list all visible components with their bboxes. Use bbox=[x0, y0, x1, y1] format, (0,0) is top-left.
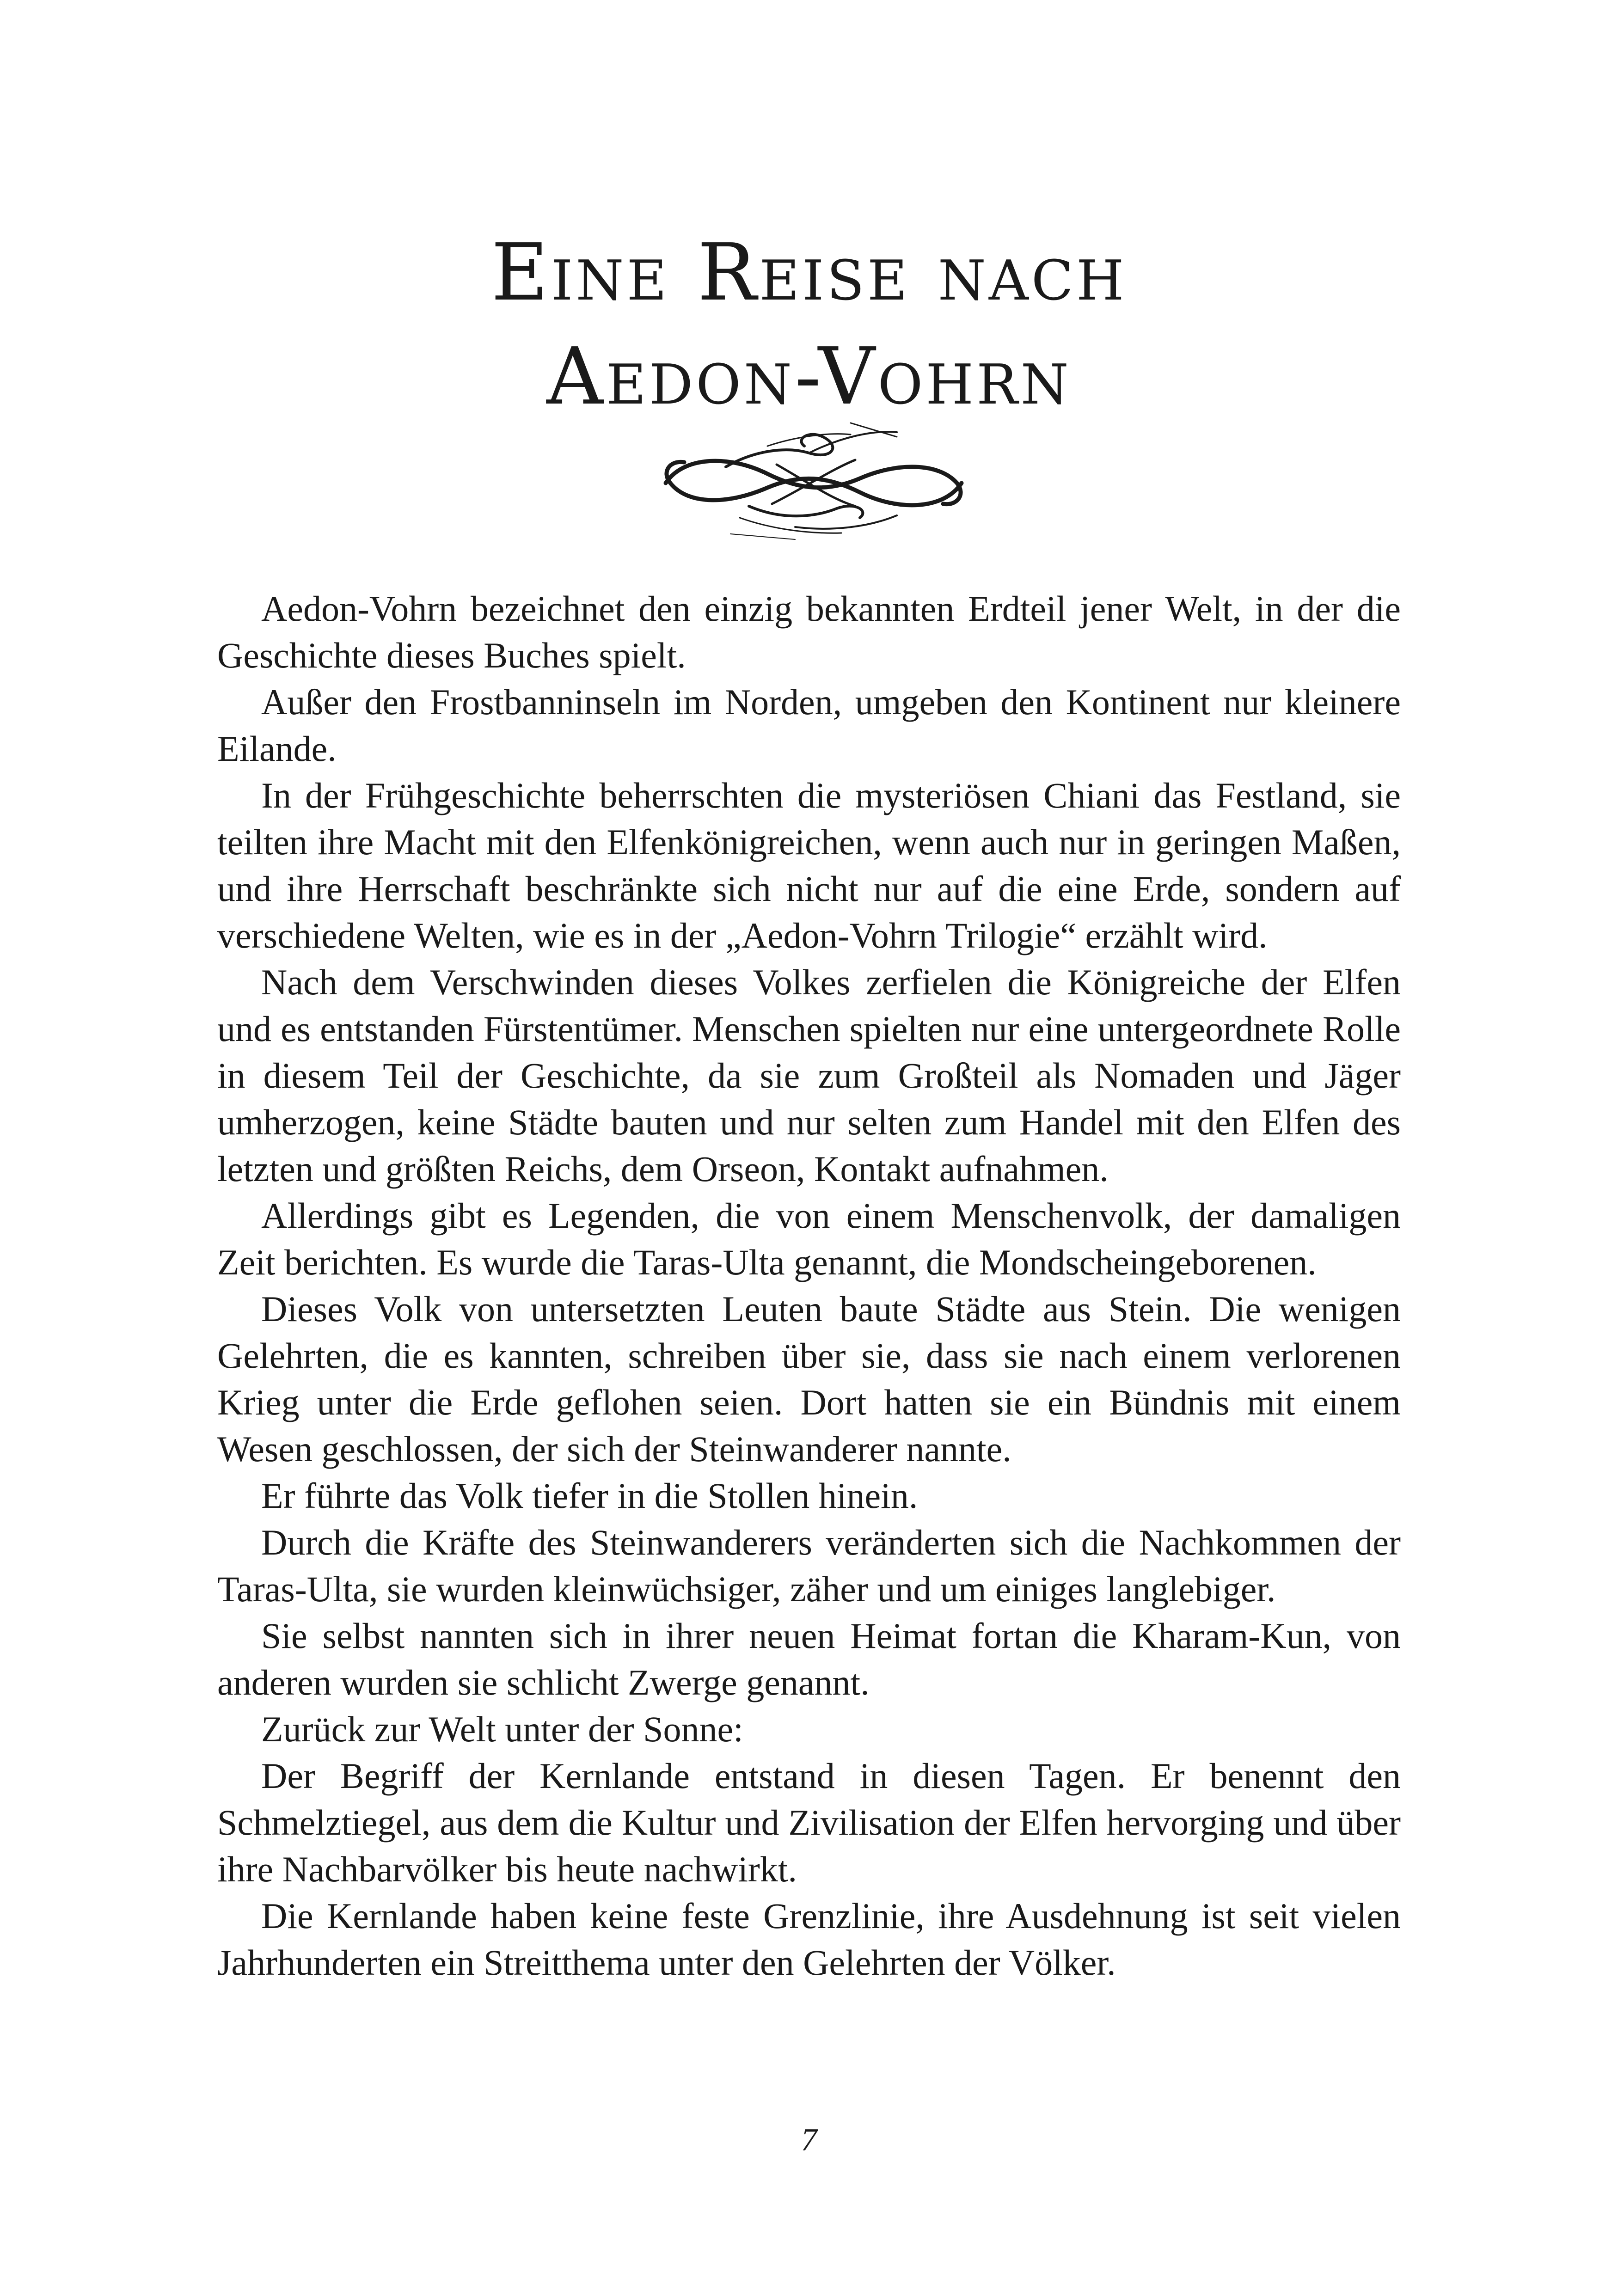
chapter-title-line-1: Eine Reise nach bbox=[491, 227, 1127, 318]
paragraph: Aedon-Vohrn bezeichnet den einzig bekannten Erdteil jener Welt, in der die Geschichte dieses Buches spielt. bbox=[217, 588, 1401, 675]
page-number: 7 bbox=[801, 2122, 817, 2158]
paragraph: Außer den Frostbanninseln im Norden, umgeben den Kontinent nur kleinere Eilande. bbox=[217, 682, 1401, 769]
chapter-title-line-2: Aedon-Vohrn bbox=[546, 331, 1072, 422]
flourish-ornament-icon bbox=[656, 418, 971, 543]
paragraph: Der Begriff der Kernlande entstand in diesen Tagen. Er benennt den Schmelztiegel, aus dem die Kultur und Zivilisation der Elfen hervorging und über ihre Nachbarvölker bis heute nachwirkt. bbox=[217, 1756, 1401, 1889]
chapter-body bbox=[217, 585, 1401, 1986]
paragraph: Die Kernlande haben keine feste Grenzlinie, ihre Ausdehnung ist seit vielen Jahrhunderten ein Streitthema unter den Gelehrten der Völker. bbox=[217, 1896, 1401, 1983]
paragraph: Dieses Volk von untersetzten Leuten baute Städte aus Stein. Die wenigen Gelehrten, die es kannten, schreiben über sie, dass sie nach einem verlorenen Krieg unter die Erde geflohen seien. Dort hatten sie ein Bündnis mit einem Wesen geschlossen, der sich der Steinwanderer nannte. bbox=[217, 1289, 1401, 1469]
paragraph: In der Frühgeschichte beherrschten die mysteriösen Chiani das Festland, sie teilten ihre Macht mit den Elfenkönigreichen, wenn auch nur in geringen Maßen, und ihre Herrschaft beschränkte sich nicht nur auf die eine Erde, sondern auf verschiedene Welten, wie es in der „Aedon-Vohrn Trilogie“ erzählt wird. bbox=[217, 775, 1401, 955]
paragraph: Er führte das Volk tiefer in die Stollen hinein. bbox=[261, 1476, 918, 1516]
paragraph: Durch die Kräfte des Steinwanderers veränderten sich die Nachkommen der Taras-Ulta, sie wurden kleinwüchsiger, zäher und um einiges langlebiger. bbox=[217, 1522, 1401, 1609]
paragraph: Sie selbst nannten sich in ihrer neuen Heimat fortan die Kharam-Kun, von anderen wurden sie schlicht Zwerge genannt. bbox=[217, 1616, 1401, 1702]
paragraph: Zurück zur Welt unter der Sonne: bbox=[261, 1709, 743, 1749]
paragraph: Nach dem Verschwinden dieses Volkes zerfielen die Königreiche der Elfen und es entstanden Fürstentümer. Menschen spielten nur eine untergeordnete Rolle in diesem Teil der Geschichte, da sie zum Großteil als Nomaden und Jäger umherzogen, keine Städte bauten und nur selten zum Handel mit den Elfen des letzten und größten Reichs, dem Orseon, Kontakt aufnahmen. bbox=[217, 962, 1401, 1189]
paragraph: Allerdings gibt es Legenden, die von einem Menschenvolk, der damaligen Zeit berichten. Es wurde die Taras-Ulta genannt, die Mondscheingeborenen. bbox=[217, 1195, 1401, 1282]
